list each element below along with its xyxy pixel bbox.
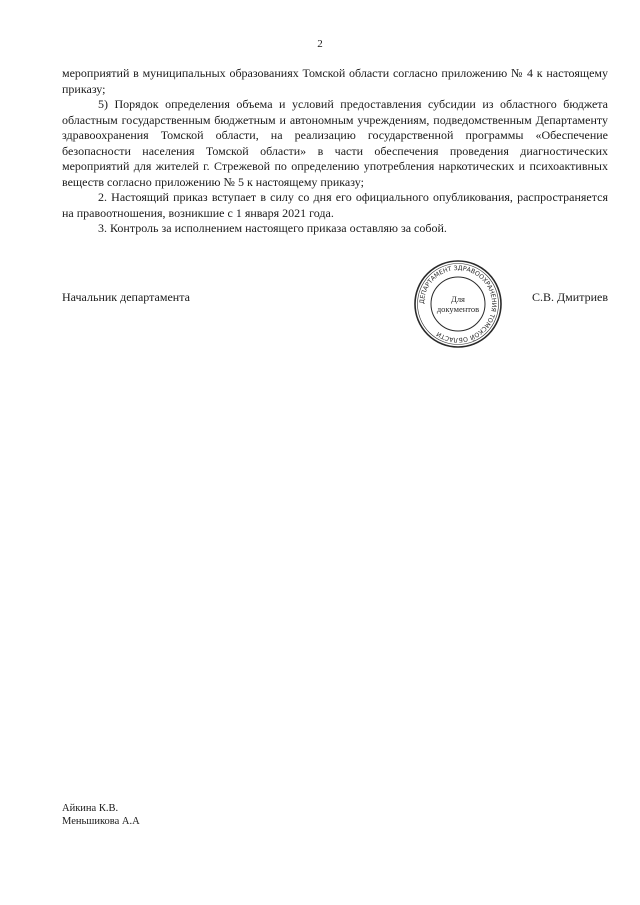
signer-name: С.В. Дмитриев (531, 290, 608, 304)
signature-block (62, 258, 608, 348)
paragraph-clause-3: 3. Контроль за исполнением настоящего приказа оставляю за собой. (98, 221, 447, 235)
paragraph-continuation: мероприятий в муниципальных образованиях Томской области согласно приложению № 4 к настоящему приказу; (62, 66, 608, 96)
document-body (62, 66, 608, 237)
executor-name: Меньшикова А.А (62, 816, 140, 827)
stamp-seal-icon (412, 258, 504, 350)
svg-text:ДЕПАРТАМЕНТ ЗДРАВООХРАНЕНИЯ ТО: ДЕПАРТАМЕНТ ЗДРАВООХРАНЕНИЯ ТОМСКОЙ ОБЛАСТИ (418, 264, 498, 344)
svg-text:документов: документов (436, 304, 480, 314)
official-stamp (412, 258, 504, 350)
paragraph-item-5: 5) Порядок определения объема и условий предоставления субсидии из областного бюджета областным государственным бюджетным и автономным учреждениям, подведомственным Департаменту здравоохранения Томской области, на реализацию государственной программы «Обеспечение безопасности населения Томской области» в части обеспечения проведения диагностических мероприятий для жителей г. Стрежевой по определению употребления наркотических и психоактивных веществ согласно приложению № 5 к настоящему приказу; (62, 97, 608, 189)
executor-name: Айкина К.В. (62, 803, 119, 814)
paragraph-clause-2: 2. Настоящий приказ вступает в силу со дня его официального опубликования, распространяется на правоотношения, возникшие с 1 января 2021 года. (62, 190, 608, 220)
svg-text:Для: Для (451, 294, 465, 304)
signer-position: Начальник департамента (62, 290, 190, 304)
executors-list (62, 802, 140, 828)
page-number: 2 (317, 38, 323, 50)
